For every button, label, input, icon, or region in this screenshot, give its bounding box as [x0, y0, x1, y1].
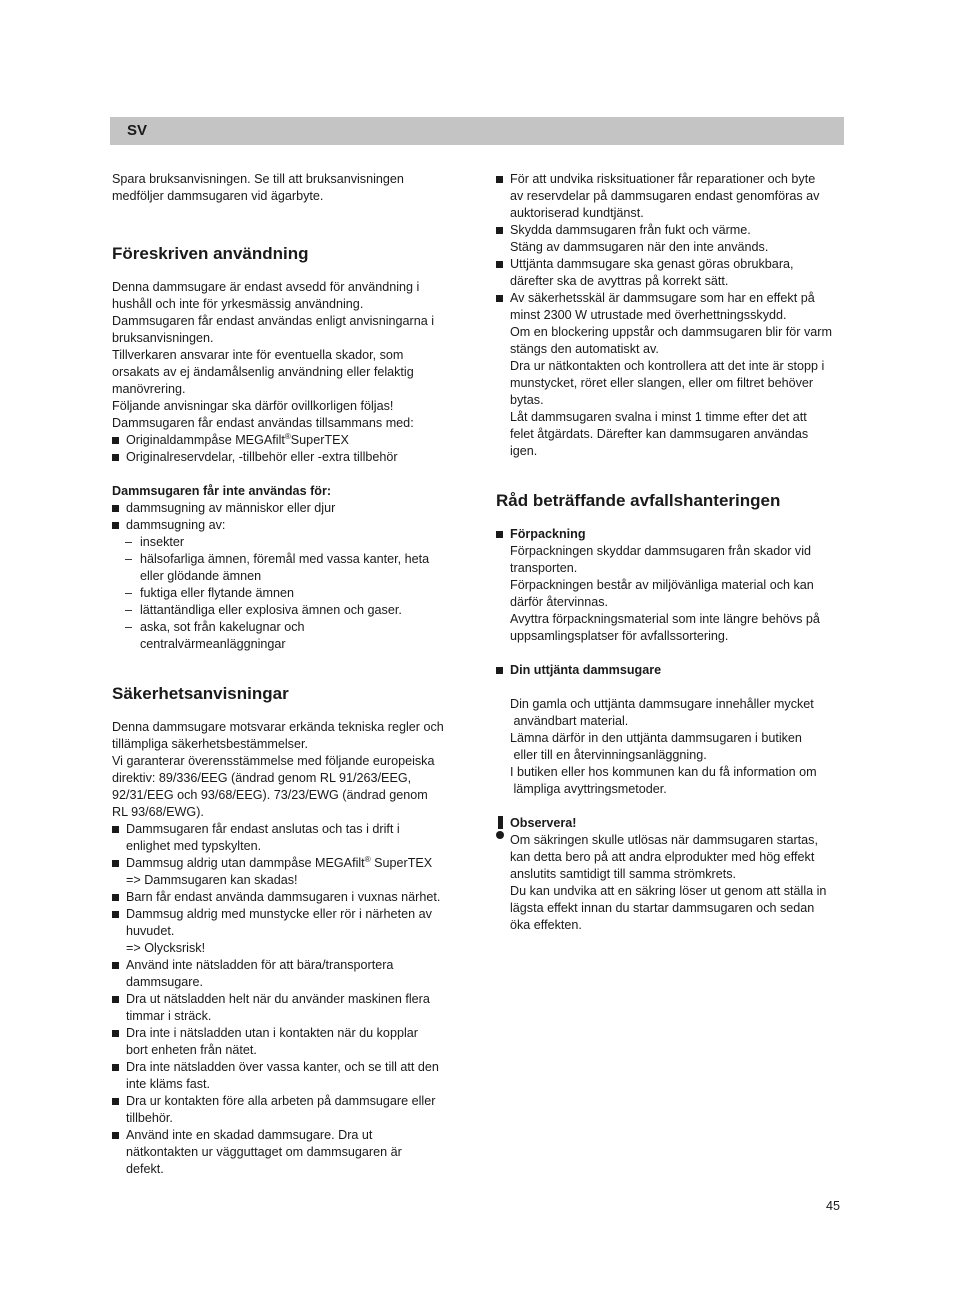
not-use-heading: Dammsugaren får inte användas för: — [112, 484, 332, 498]
dash-item: – fuktiga eller flytande ämnen — [112, 585, 462, 602]
list-item: dammsugning av människor eller djur — [112, 500, 462, 517]
language-bar — [110, 117, 844, 145]
list-item: Barn får endast använda dammsugaren i vuxnas närhet. — [112, 889, 462, 906]
list-item: Använd inte nätsladden för att bära/transportera dammsugare. — [112, 957, 462, 991]
heading-safety: Säkerhetsanvisningar — [112, 684, 289, 703]
list-item: Dra ut nätsladden helt när du använder maskinen flera timmar i sträck. — [112, 991, 462, 1025]
list-item: Använd inte en skadad dammsugare. Dra ut nätkontakten ur vägguttaget om dammsugaren är defekt. — [112, 1127, 462, 1178]
list-item: Dra inte nätsladden över vassa kanter, och se till att den inte kläms fast. — [112, 1059, 462, 1093]
dash-item: – hälsofarliga ämnen, föremål med vassa kanter, heta eller glödande ämnen — [112, 551, 462, 585]
safety-text: Denna dammsugare motsvarar erkända tekniska regler och tillämpliga säkerhetsbestämmelser. Vi garanterar överensstämmelse med följande europeiska direktiv: 89/336/EEG (ändrad genom RL 91/263/EEG, 92/31/EEG och 93/68/EEG). 73/23/EWG (ändrad genom RL 93/68/EWG). — [112, 720, 444, 819]
warning-icon — [496, 816, 505, 838]
list-item: Skydda dammsugaren från fukt och värme. Stäng av dammsugaren när den inte används. — [496, 222, 846, 256]
left-column — [112, 171, 462, 1178]
packaging-text: Förpackningen skyddar dammsugaren från skador vid transporten. Förpackningen består av miljövänliga material och kan därför återvinnas. Avyttra förpackningsmaterial som inte längre behövs på uppsamlingsplatser för avfallssortering. — [510, 544, 820, 643]
old-appliance-heading: Din uttjänta dammsugare — [496, 662, 846, 679]
list-item: Originalreservdelar, -tillbehör eller -extra tillbehör — [112, 449, 462, 466]
old-appliance-text: Din gamla och uttjänta dammsugare innehåller mycket användbart material. Lämna därför in den uttjänta dammsugaren i butiken eller till en återvinningsanläggning. I butiken eller hos kommunen kan du få information om lämpliga avyttringsmetoder. — [510, 697, 817, 796]
dash-item: – lättantändliga eller explosiva ämnen och gaser. — [112, 602, 462, 619]
list-item: Uttjänta dammsugare ska genast göras obrukbara, därefter ska de avyttras på korrekt sätt. — [496, 256, 846, 290]
packaging-heading: Förpackning — [496, 526, 846, 543]
list-item: Dammsugaren får endast anslutas och tas i drift i enlighet med typskylten. — [112, 821, 462, 855]
note-block — [496, 815, 846, 934]
list-item: Dra ur kontakten före alla arbeten på dammsugare eller tillbehör. — [112, 1093, 462, 1127]
list-item: Dammsug aldrig utan dammpåse MEGAfilt® SuperTEX => Dammsugaren kan skadas! — [112, 855, 462, 889]
list-item: dammsugning av: — [112, 517, 462, 534]
language-label: SV — [127, 122, 148, 139]
heading-disposal: Råd beträffande avfallshanteringen — [496, 491, 781, 510]
note-text: Om säkringen skulle utlösas när dammsugaren startas, kan detta bero på att andra elprodukter med hög effekt anslutits samtidigt till samma strömkrets. Du kan undvika att en säkring löser ut genom att ställa in lägsta effekt innan du startar dammsugaren och sedan öka effekten. — [510, 833, 827, 932]
page-number: 45 — [826, 1199, 841, 1213]
list-item: Av säkerhetsskäl är dammsugare som har en effekt på minst 2300 W utrustade med överhettningsskydd. Om en blockering uppstår och dammsugaren blir för varm stängs den automatiskt av. Dra ur nätkontakten och kontrollera att det inte är stopp i munstycket, röret eller slangen, eller om filtret behöver bytas. Låt dammsugaren svalna i minst 1 timme efter det att felet åtgärdats. Därefter kan dammsugaren användas igen. — [496, 290, 846, 460]
list-item: För att undvika risksituationer får reparationer och byte av reservdelar på dammsugaren endast genomföras av auktoriserad kundtjänst. — [496, 171, 846, 222]
note-heading: Observera! — [510, 816, 577, 830]
list-item: Dra inte i nätsladden utan i kontakten när du kopplar bort enheten från nätet. — [112, 1025, 462, 1059]
heading-intended-use: Föreskriven användning — [112, 244, 309, 263]
list-item: Dammsug aldrig med munstycke eller rör i närheten av huvudet. => Olycksrisk! — [112, 906, 462, 957]
dash-item: – aska, sot från kakelugnar och centralvärmeanläggningar — [112, 619, 462, 653]
dash-item: – insekter — [112, 534, 462, 551]
intro-text: Spara bruksanvisningen. Se till att bruksanvisningen medföljer dammsugaren vid ägarbyte. — [112, 172, 404, 203]
intended-use-text: Denna dammsugare är endast avsedd för användning i hushåll och inte för yrkesmässig användning. Dammsugaren får endast användas enligt anvisningarna i bruksanvisningen. Tillverkaren ansvarar inte för eventuella skador, som orsakats av ej ändamålsenlig användning eller felaktig manövrering. Följande anvisningar ska därför ovillkorligen följas! Dammsugaren får endast användas tillsammans med: — [112, 280, 435, 430]
right-column — [496, 171, 846, 934]
list-item: Originaldammpåse MEGAfilt®SuperTEX — [112, 432, 462, 449]
